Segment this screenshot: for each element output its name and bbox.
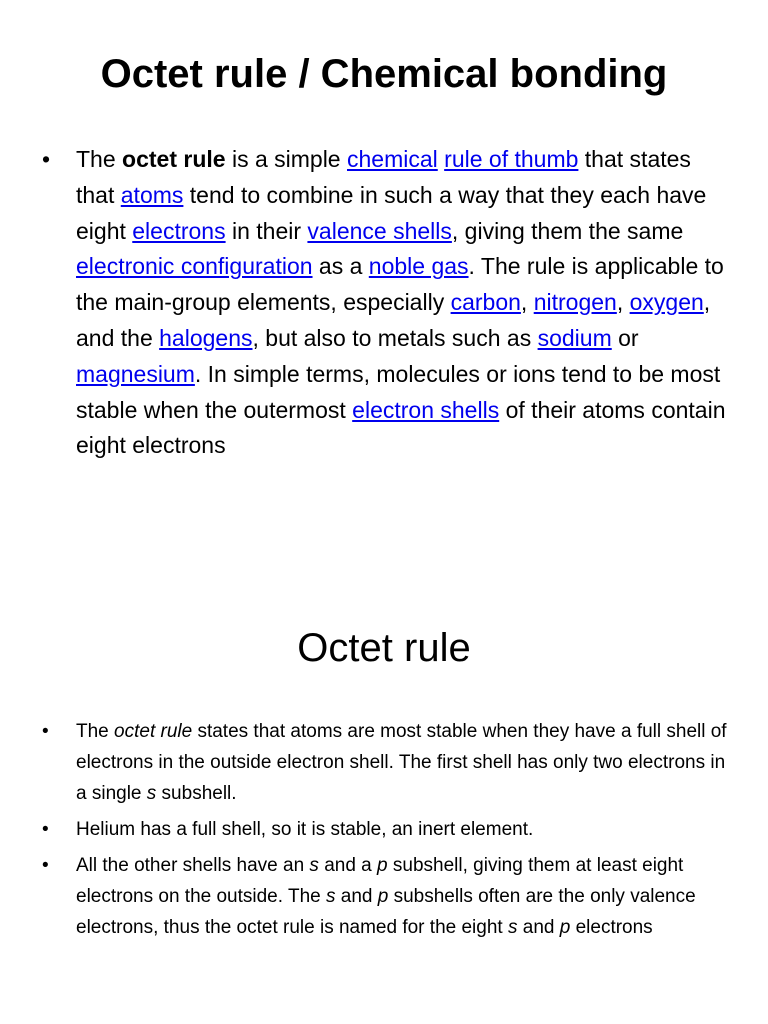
text-run: , but also to metals such as [252, 324, 538, 351]
text-run: Helium has a full shell, so it is stable, an inert element. [76, 819, 534, 840]
text-run: tend to combine in such a way that they each have eight [76, 181, 707, 244]
link-carbon[interactable]: carbon [450, 289, 521, 316]
link-magnesium[interactable]: magnesium [76, 360, 195, 387]
text-run: subshell, giving them at least eight electrons on the outside. The [76, 855, 684, 907]
text-run: The [76, 721, 115, 742]
text-run: as a [312, 253, 369, 280]
link-rule-of-thumb[interactable]: rule of thumb [444, 146, 579, 172]
text-run: and a [318, 855, 378, 876]
link-chemical[interactable]: chemical [347, 146, 438, 172]
italic-run: p [377, 855, 388, 876]
text-run: in their [225, 217, 308, 244]
text-run: The [76, 146, 123, 172]
slide-2-bullet-item [42, 716, 732, 809]
link-electrons[interactable]: electrons [132, 217, 226, 244]
text-run: , giving them the same [451, 217, 684, 244]
text-run: that states that [76, 146, 691, 208]
link-nitrogen[interactable]: nitrogen [533, 289, 617, 316]
italic-run: s [146, 783, 157, 804]
bullet-icon: • [42, 146, 51, 172]
text-run: . In simple terms, molecules or ions tend to be most stable when the outermost [76, 360, 721, 423]
text-run: is a simple [225, 146, 347, 172]
text-run: subshells often are the only valence electrons, thus the octet rule is named for the eight [76, 886, 696, 938]
text-run: or [611, 324, 639, 351]
italic-run: p [377, 886, 389, 907]
link-electronic-configuration[interactable]: electronic configuration [76, 253, 313, 280]
text-run: . The rule is applicable to the main-group elements, especially [76, 253, 724, 316]
slide-2 [0, 512, 768, 1024]
link-halogens[interactable]: halogens [159, 324, 253, 351]
slide-2-bullet-item [42, 814, 732, 845]
text-run: electrons [570, 917, 653, 938]
text-run: of their atoms contain eight electrons [76, 396, 726, 459]
italic-run: octet rule [114, 721, 193, 742]
slide-1-bullet-list [42, 142, 732, 464]
bullet-icon: • [42, 855, 49, 876]
link-sodium[interactable]: sodium [537, 324, 612, 351]
slide-1-bullet-item [42, 142, 732, 464]
text-run: All the other shells have an [76, 855, 310, 876]
link-valence-shells[interactable]: valence shells [307, 217, 452, 244]
link-atoms[interactable]: atoms [120, 181, 184, 208]
slide-2-title: Octet rule [297, 626, 471, 670]
link-noble-gas[interactable]: noble gas [368, 253, 469, 280]
bullet-icon: • [42, 721, 49, 742]
italic-run: s [507, 917, 518, 938]
text-run: and [517, 917, 560, 938]
text-run: states that atoms are most stable when they have a full shell of electrons in the outside electron shell. The first shell has only two electrons in a single [76, 721, 727, 804]
text-run: , [520, 289, 534, 316]
slide-2-bullet-list [42, 716, 732, 948]
octet-rule-bold: octet rule [122, 146, 226, 172]
slide-1-title: Octet rule / Chemical bonding [100, 52, 668, 96]
text-run: , and the [76, 289, 711, 351]
link-oxygen[interactable]: oxygen [629, 289, 704, 316]
italic-run: s [325, 886, 336, 907]
slide-2-bullet-item [42, 850, 732, 943]
italic-run: s [309, 855, 319, 876]
text-run: subshell. [156, 783, 237, 804]
text-run: , [616, 289, 630, 316]
link-electron-shells[interactable]: electron shells [352, 396, 500, 423]
bullet-icon: • [42, 819, 49, 840]
italic-run: p [559, 917, 571, 938]
text-run: and [335, 886, 378, 907]
